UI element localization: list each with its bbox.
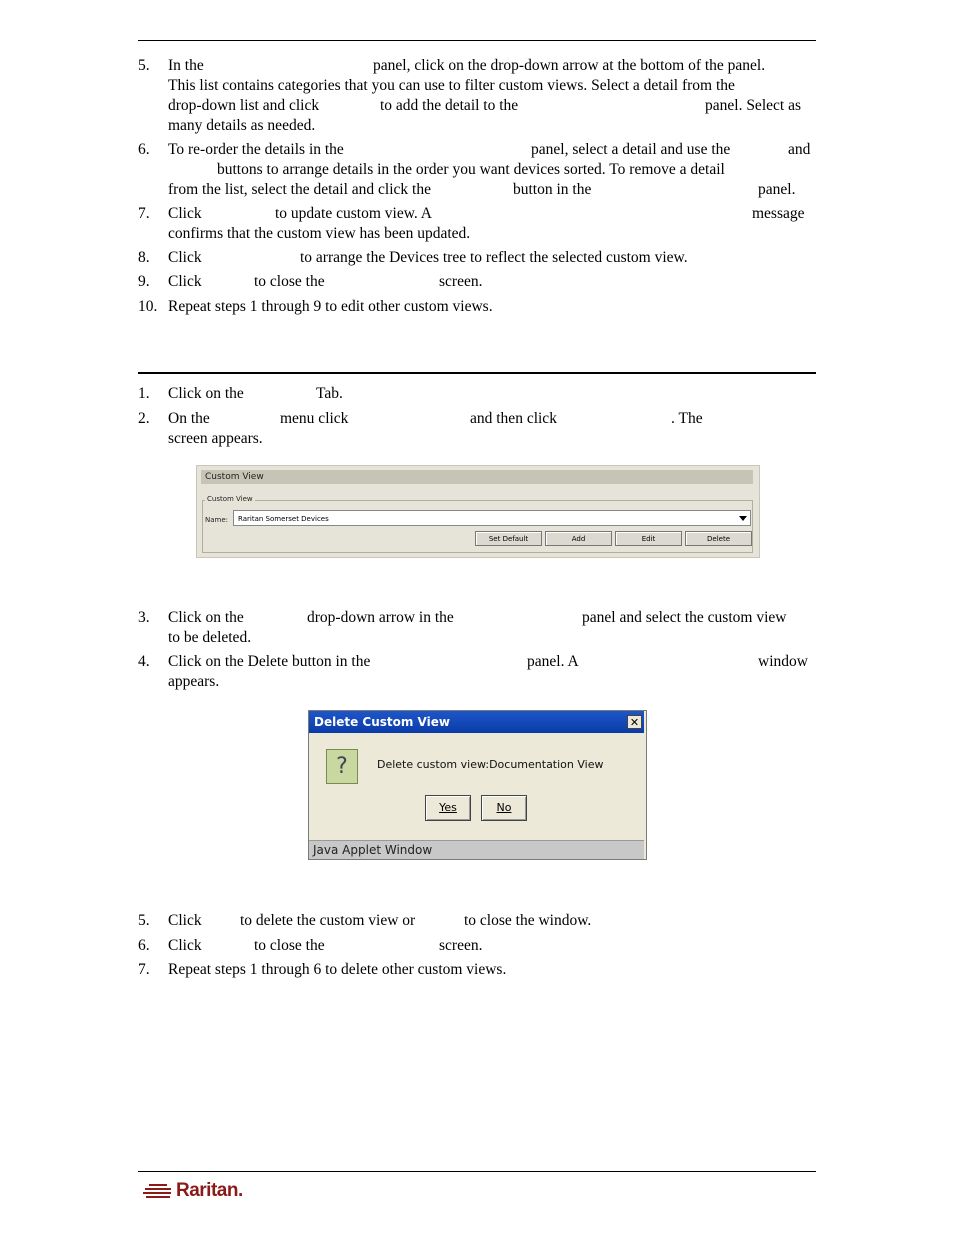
yes-button[interactable]: Yes (425, 795, 471, 821)
set-default-button[interactable]: Set Default (475, 531, 542, 546)
step-9-edit: 9. Click to close the screen. (138, 273, 483, 290)
step-5-delete: 5. Click to delete the custom view or to close the window. (138, 912, 592, 929)
name-label: Name: (205, 516, 229, 524)
step-6-edit: 6. To re-order the details in the panel, select a detail and use the and buttons to arrange details in the order you want devices sorted. To remove a detail from the list, select the detail and click the button in the panel. (138, 141, 811, 198)
footer-rule (138, 1171, 816, 1172)
dialog-title: Delete Custom View (309, 711, 644, 733)
panel-header: Custom View (201, 470, 753, 484)
delete-custom-view-dialog (308, 710, 647, 860)
step-4-delete: 4. Click on the Delete button in the panel. A window appears. (138, 653, 808, 690)
applet-status-bar: Java Applet Window (309, 840, 644, 859)
step-6-delete: 6. Click to close the screen. (138, 937, 483, 954)
no-button[interactable]: No (481, 795, 527, 821)
delete-button[interactable]: Delete (685, 531, 752, 546)
raritan-logo-icon (143, 1182, 173, 1200)
step-3-delete: 3. Click on the drop-down arrow in the panel and select the custom view to be deleted. (138, 609, 787, 646)
raritan-logo-text: Raritan. (176, 1180, 243, 1201)
step-1-delete: 1. Click on the Tab. (138, 385, 343, 402)
edit-button[interactable]: Edit (615, 531, 682, 546)
section-rule (138, 372, 816, 374)
step-7-edit: 7. Click to update custom view. A message confirms that the custom view has been updated. (138, 205, 805, 242)
custom-view-panel-screenshot (196, 465, 760, 558)
dropdown-arrow-icon[interactable] (739, 516, 747, 521)
question-icon: ? (326, 749, 358, 784)
group-label: Custom View (207, 495, 253, 503)
step-8-edit: 8. Click to arrange the Devices tree to reflect the selected custom view. (138, 249, 688, 266)
step-2-delete: 2. On the menu click and then click . The screen appears. (138, 410, 703, 447)
step-10-edit: 10. Repeat steps 1 through 9 to edit other custom views. (138, 298, 493, 315)
step-5-edit: 5. In the panel, click on the drop-down arrow at the bottom of the panel. This list contains categories that you can use to filter custom views. Select a detail from the drop-down list and click to add the detail to the panel. Select as many details as needed. (138, 57, 801, 134)
add-button[interactable]: Add (545, 531, 612, 546)
top-rule (138, 40, 816, 41)
close-icon[interactable]: ✕ (627, 715, 642, 729)
dialog-message: Delete custom view:Documentation View (377, 758, 604, 771)
step-7-delete: 7. Repeat steps 1 through 6 to delete other custom views. (138, 961, 507, 978)
custom-view-select[interactable]: Raritan Somerset Devices (233, 510, 751, 526)
raritan-logo (143, 1180, 243, 1202)
